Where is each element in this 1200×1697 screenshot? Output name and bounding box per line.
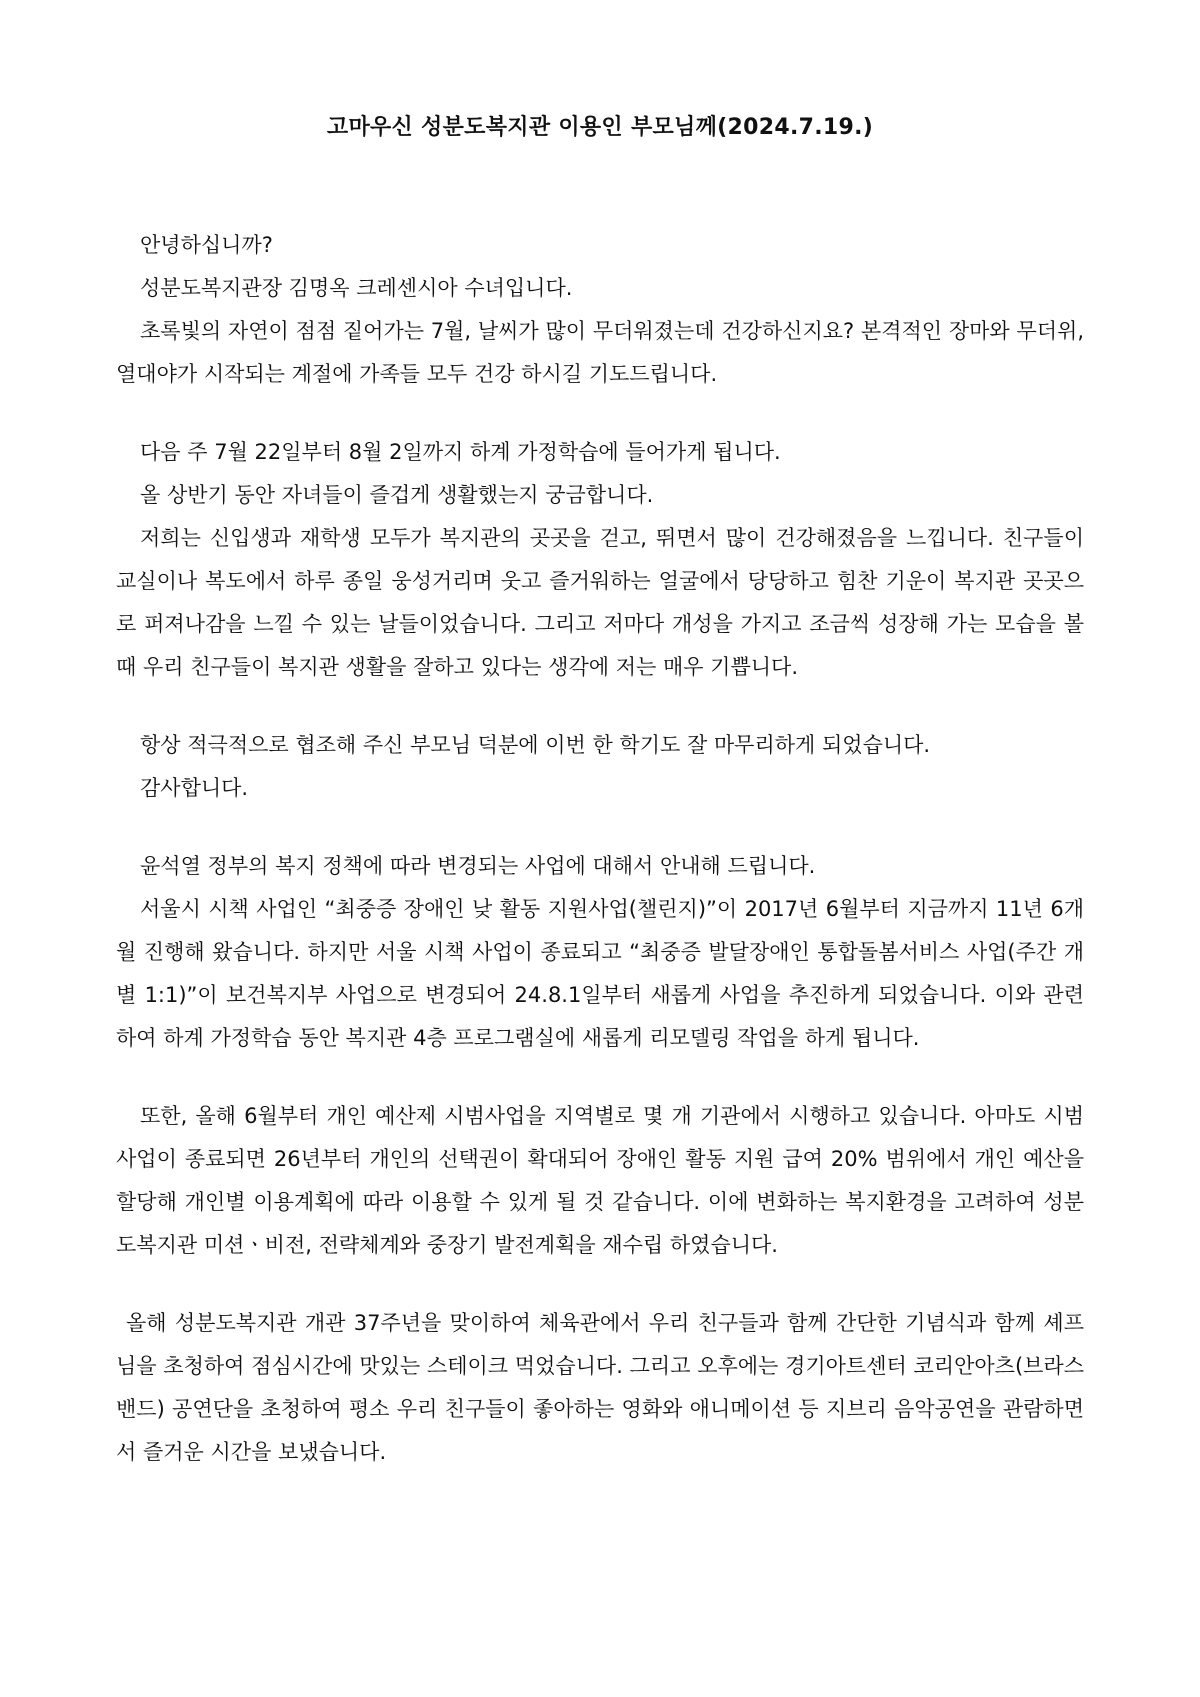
thanks-paragraph: 항상 적극적으로 협조해 주신 부모님 덕분에 이번 한 학기도 잘 마무리하게 되었습니다.	[140, 733, 931, 757]
semester-question: 올 상반기 동안 자녀들이 즐겁게 생활했는지 궁금합니다.	[140, 483, 654, 507]
paragraph-gap	[116, 1060, 1084, 1095]
thanks-closing: 감사합니다.	[140, 776, 249, 800]
letter-body	[116, 224, 1084, 1474]
letter-title: 고마우신 성분도복지관 이용인 부모님께(2024.7.19.)	[326, 115, 874, 140]
policy-details: 서울시 시책 사업인 “최중증 장애인 낮 활동 지원사업(챌린지)”이 2017년 6월부터 지금까지 11년 6개월 진행해 왔습니다. 하지만 서울 시책 사업이 종료되고 “최중증 발달장애인 통합돌봄서비스 사업(주간 개별 1:1)”이 보건복지부 사업으로 변경되어 24.8.1일부터 새롭게 사업을 추진하게 되었습니다. 이와 관련하여 하계 가정학습 동안 복지관 4층 프로그램실에 새롭게 리모델링 작업을 하게 됩니다.	[116, 897, 1084, 1050]
budget-pilot: 또한, 올해 6월부터 개인 예산제 시범사업을 지역별로 몇 개 기관에서 시행하고 있습니다. 아마도 시범사업이 종료되면 26년부터 개인의 선택권이 확대되어 장애인 활동 지원 급여 20% 범위에서 개인 예산을 할당해 개인별 이용계획에 따라 이용할 수 있게 될 것 같습니다. 이에 변화하는 복지환경을 고려하여 성분도복지관 미션ㆍ비전, 전략체계와 중장기 발전계획을 재수립 하였습니다.	[116, 1104, 1084, 1257]
seasonal-greeting: 초록빛의 자연이 점점 짙어가는 7월, 날씨가 많이 무더워졌는데 건강하신지요? 본격적인 장마와 무더위, 열대야가 시작되는 계절에 가족들 모두 건강 하시길 기도드립니다.	[116, 319, 1084, 386]
vacation-notice: 다음 주 7월 22일부터 8월 2일까지 하계 가정학습에 들어가게 됩니다.	[140, 440, 781, 464]
paragraph-gap	[116, 1267, 1084, 1302]
greeting: 안녕하십니까?	[140, 233, 273, 257]
introduction: 성분도복지관장 김명옥 크레센시아 수녀입니다.	[140, 276, 573, 300]
policy-intro: 윤석열 정부의 복지 정책에 따라 변경되는 사업에 대해서 안내해 드립니다.	[140, 854, 816, 878]
paragraph-gap	[116, 396, 1084, 431]
anniversary-paragraph: 올해 성분도복지관 개관 37주년을 맞이하여 체육관에서 우리 친구들과 함께 간단한 기념식과 함께 셰프님을 초청하여 점심시간에 맛있는 스테이크 먹었습니다. 그리고 오후에는 경기아트센터 코리안아츠(브라스밴드) 공연단을 초청하여 평소 우리 친구들이 좋아하는 영화와 애니메이션 등 지브리 음악공연을 관람하면서 즐거운 시간을 보냈습니다.	[116, 1311, 1084, 1464]
paragraph-gap	[116, 810, 1084, 845]
paragraph-gap	[116, 689, 1084, 724]
semester-reflection: 저희는 신입생과 재학생 모두가 복지관의 곳곳을 걷고, 뛰면서 많이 건강해졌음을 느낍니다. 친구들이 교실이나 복도에서 하루 종일 웅성거리며 웃고 즐거워하는 얼굴에서 당당하고 힘찬 기운이 복지관 곳곳으로 퍼져나감을 느낄 수 있는 날들이었습니다. 그리고 저마다 개성을 가지고 조금씩 성장해 가는 모습을 볼 때 우리 친구들이 복지관 생활을 잘하고 있다는 생각에 저는 매우 기쁩니다.	[116, 526, 1084, 679]
